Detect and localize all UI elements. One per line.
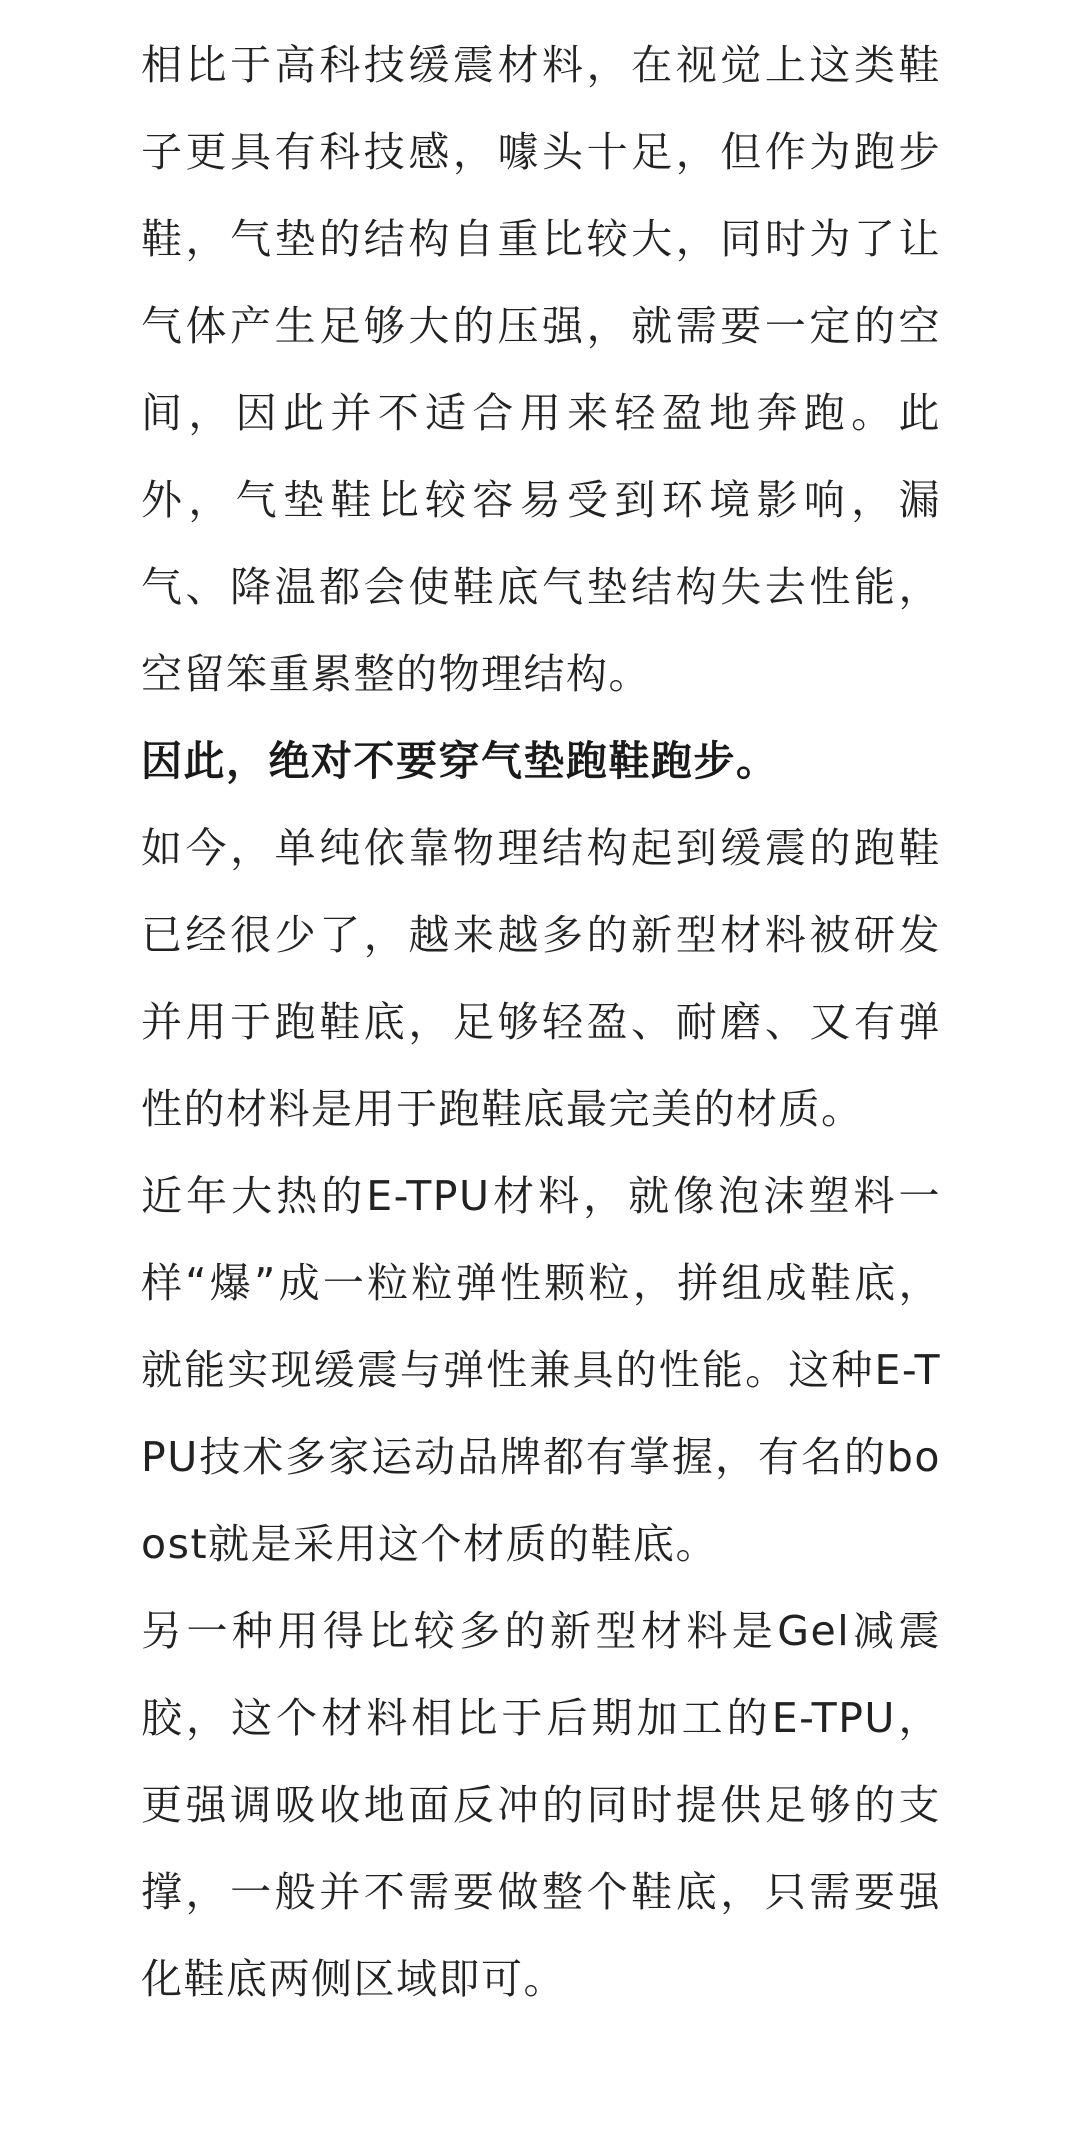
paragraph-air-cushion: 相比于高科技缓震材料，在视觉上这类鞋子更具有科技感，噱头十足，但作为跑步鞋，气垫的结构自重比较大，同时为了让气体产生足够大的压强，就需要一定的空间，因此并不适合用来轻盈地奔跑。此外，气垫鞋比较容易受到环境影响，漏气、降温都会使鞋底气垫结构失去性能，空留笨重累整的物理结构。 [141,41,941,698]
article-body [141,0,941,2023]
paragraph-new-materials: 如今，单纯依靠物理结构起到缓震的跑鞋已经很少了，越来越多的新型材料被研发并用于跑鞋底，足够轻盈、耐磨、又有弹性的材料是用于跑鞋底最完美的材质。 [141,824,941,1133]
paragraph-gel: 另一种用得比较多的新型材料是Gel减震胶，这个材料相比于后期加工的E-TPU，更强调吸收地面反冲的同时提供足够的支撑，一般并不需要做整个鞋底，只需要强化鞋底两侧区域即可。 [141,1607,941,2003]
paragraph-warning-bold: 因此，绝对不要穿气垫跑鞋跑步。 [141,737,779,785]
paragraph-etpu: 近年大热的E-TPU材料，就像泡沫塑料一样“爆”成一粒粒弹性颗粒，拼组成鞋底，就能实现缓震与弹性兼具的性能。这种E-TPU技术多家运动品牌都有掌握，有名的boost就是采用这个材质的鞋底。 [141,1172,941,1568]
